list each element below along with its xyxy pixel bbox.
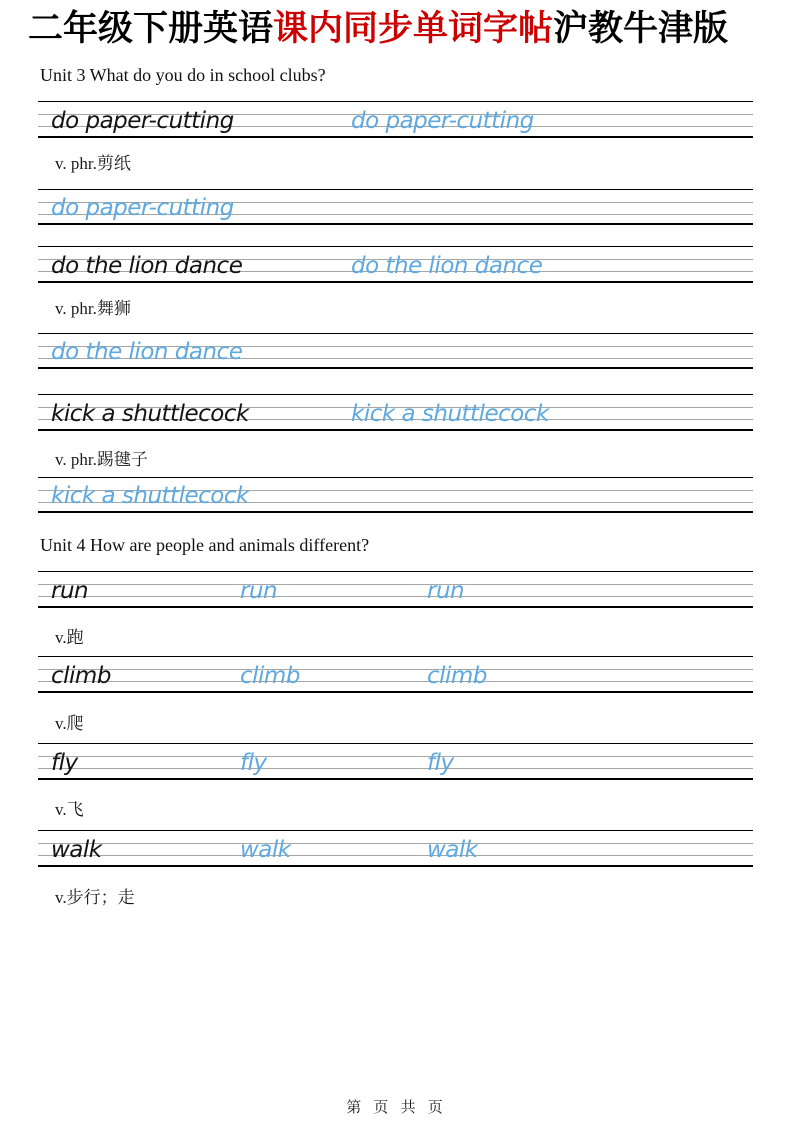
entry-practice-trace: do paper-cutting (51, 195, 234, 221)
unit3-heading: Unit 3 What do you do in school clubs? (40, 65, 326, 85)
page-title-highlight: 课内同步单词字帖 (273, 9, 554, 48)
writing-lines-word (38, 830, 753, 867)
entry-definition: v.爬 (55, 714, 84, 733)
entry-definition: v. phr.舞狮 (55, 299, 131, 318)
writing-lines-practice (38, 477, 753, 513)
entry-word-trace: fly (240, 750, 267, 776)
entry-definition: v. phr.剪纸 (55, 154, 131, 173)
entry-word-trace: kick a shuttlecock (351, 401, 549, 427)
page-title-right: 沪教牛津版 (553, 9, 729, 48)
entry-word: walk (51, 837, 102, 863)
entry-word-trace: walk (240, 837, 291, 863)
entry-practice-trace: kick a shuttlecock (51, 483, 249, 509)
entry-definition: v.步行；走 (55, 888, 135, 907)
entry-word: kick a shuttlecock (51, 401, 249, 427)
unit4-heading: Unit 4 How are people and animals different? (40, 535, 370, 555)
entry-word: run (51, 578, 89, 604)
page-footer: 第 页 共 页 (346, 1099, 447, 1116)
entry-word-trace: run (427, 578, 465, 604)
writing-lines-word (38, 743, 753, 780)
writing-lines-word (38, 101, 753, 138)
entry-definition: v.跑 (55, 628, 84, 647)
page-title (28, 8, 728, 50)
writing-lines-word (38, 571, 753, 608)
writing-lines-word (38, 656, 753, 693)
writing-lines-practice (38, 189, 753, 225)
entry-definition: v.飞 (55, 800, 84, 819)
entry-word: do the lion dance (51, 253, 243, 279)
entry-word-trace: run (240, 578, 278, 604)
entry-word: fly (51, 750, 78, 776)
entry-word: do paper-cutting (51, 108, 234, 134)
entry-word-trace: walk (427, 837, 478, 863)
writing-lines-word (38, 394, 753, 431)
entry-word-trace: do the lion dance (351, 253, 543, 279)
entry-word-trace: climb (427, 663, 487, 689)
writing-lines-word (38, 246, 753, 283)
entry-word-trace: climb (240, 663, 300, 689)
entry-definition: v. phr.踢毽子 (55, 450, 148, 469)
entry-word-trace: fly (427, 750, 454, 776)
writing-lines-practice (38, 333, 753, 369)
page-title-left: 二年级下册英语 (28, 9, 274, 48)
entry-word: climb (51, 663, 111, 689)
entry-word-trace: do paper-cutting (351, 108, 534, 134)
entry-practice-trace: do the lion dance (51, 339, 243, 365)
